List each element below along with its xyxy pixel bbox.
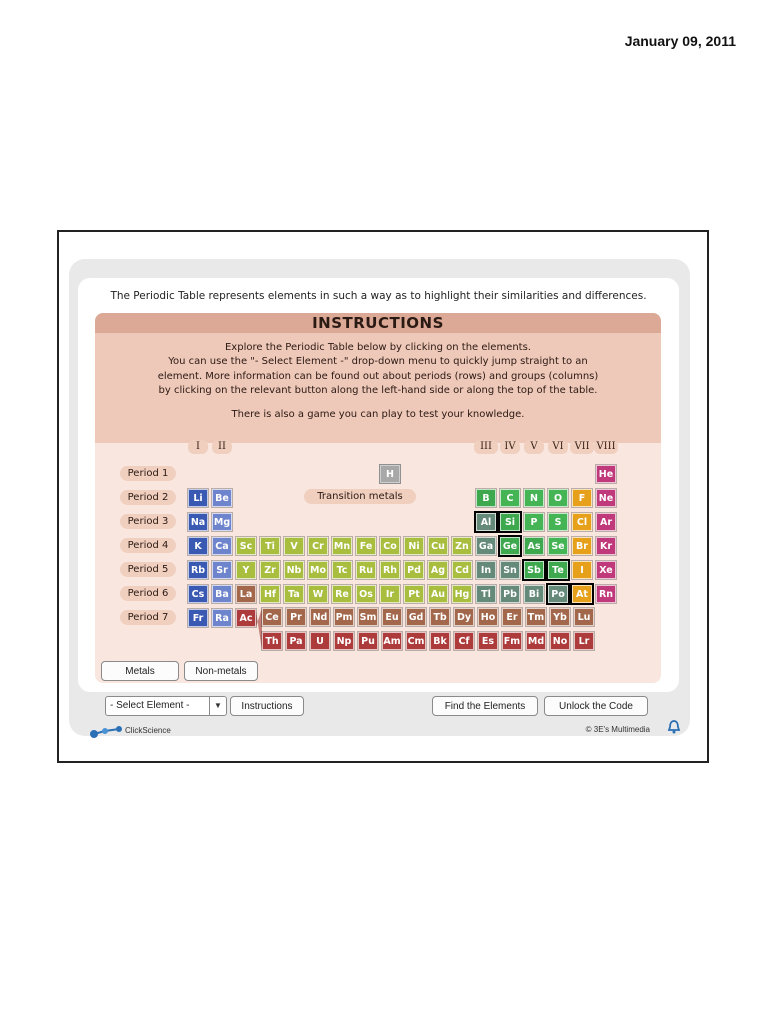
instructions-button[interactable]: Instructions — [230, 696, 304, 716]
element-cf[interactable]: Cf — [454, 632, 474, 650]
element-er[interactable]: Er — [502, 608, 522, 626]
element-se[interactable]: Se — [548, 537, 568, 555]
period-button-4[interactable]: Period 4 — [120, 538, 176, 553]
element-bi[interactable]: Bi — [524, 585, 544, 603]
element-n[interactable]: N — [524, 489, 544, 507]
element-be[interactable]: Be — [212, 489, 232, 507]
element-ru[interactable]: Ru — [356, 561, 376, 579]
element-b[interactable]: B — [476, 489, 496, 507]
element-ho[interactable]: Ho — [478, 608, 498, 626]
element-ti[interactable]: Ti — [260, 537, 280, 555]
element-md[interactable]: Md — [526, 632, 546, 650]
element-cu[interactable]: Cu — [428, 537, 448, 555]
element-am[interactable]: Am — [382, 632, 402, 650]
element-ne[interactable]: Ne — [596, 489, 616, 507]
element-rb[interactable]: Rb — [188, 561, 208, 579]
element-es[interactable]: Es — [478, 632, 498, 650]
element-al[interactable]: Al — [476, 513, 496, 531]
group-button-iii[interactable]: III — [474, 440, 498, 454]
element-ge[interactable]: Ge — [500, 537, 520, 555]
app-frame — [57, 230, 709, 763]
element-cs[interactable]: Cs — [188, 585, 208, 603]
element-at[interactable]: At — [572, 585, 592, 603]
element-te[interactable]: Te — [548, 561, 568, 579]
element-la[interactable]: La — [236, 585, 256, 603]
element-sr[interactable]: Sr — [212, 561, 232, 579]
element-po[interactable]: Po — [548, 585, 568, 603]
element-bk[interactable]: Bk — [430, 632, 450, 650]
element-f[interactable]: F — [572, 489, 592, 507]
element-cm[interactable]: Cm — [406, 632, 426, 650]
instructions-title: INSTRUCTIONS — [95, 313, 661, 333]
element-he[interactable]: He — [596, 465, 616, 483]
element-ra[interactable]: Ra — [212, 609, 232, 627]
element-xe[interactable]: Xe — [596, 561, 616, 579]
copyright: © 3E's Multimedia — [585, 725, 650, 734]
group-button-i[interactable]: I — [188, 440, 208, 454]
app-panel — [69, 259, 690, 736]
element-rh[interactable]: Rh — [380, 561, 400, 579]
find-elements-button[interactable]: Find the Elements — [432, 696, 538, 716]
group-button-ii[interactable]: II — [212, 440, 232, 454]
element-li[interactable]: Li — [188, 489, 208, 507]
element-sn[interactable]: Sn — [500, 561, 520, 579]
element-lu[interactable]: Lu — [574, 608, 594, 626]
element-in[interactable]: In — [476, 561, 496, 579]
intro-text: The Periodic Table represents elements in such a way as to highlight their similarities and differences. — [110, 290, 647, 302]
content-area — [78, 278, 679, 692]
instructions-line: Explore the Periodic Table below by clicking on the elements. — [224, 342, 531, 353]
element-ag[interactable]: Ag — [428, 561, 448, 579]
group-button-vi[interactable]: VI — [548, 440, 568, 454]
select-element-dropdown[interactable] — [105, 696, 227, 716]
select-element-value: - Select Element - — [110, 700, 190, 711]
group-button-viii[interactable]: VIII — [594, 440, 618, 454]
element-yb[interactable]: Yb — [550, 608, 570, 626]
element-w[interactable]: W — [308, 585, 328, 603]
element-u[interactable]: U — [310, 632, 330, 650]
element-fm[interactable]: Fm — [502, 632, 522, 650]
element-dy[interactable]: Dy — [454, 608, 474, 626]
element-lr[interactable]: Lr — [574, 632, 594, 650]
element-fr[interactable]: Fr — [188, 609, 208, 627]
element-c[interactable]: C — [500, 489, 520, 507]
period-button-2[interactable]: Period 2 — [120, 490, 176, 505]
element-h[interactable]: H — [380, 465, 400, 483]
element-rn[interactable]: Rn — [596, 585, 616, 603]
element-os[interactable]: Os — [356, 585, 376, 603]
element-nb[interactable]: Nb — [284, 561, 304, 579]
element-au[interactable]: Au — [428, 585, 448, 603]
chevron-down-icon[interactable]: ▼ — [209, 697, 226, 715]
instructions-line: by clicking on the relevant button along the left-hand side or along the top of the table. — [158, 384, 598, 396]
group-button-iv[interactable]: IV — [500, 440, 520, 454]
element-ca[interactable]: Ca — [212, 537, 232, 555]
element-tb[interactable]: Tb — [430, 608, 450, 626]
period-button-7[interactable]: Period 7 — [120, 610, 176, 625]
element-ce[interactable]: Ce — [262, 608, 282, 626]
element-eu[interactable]: Eu — [382, 608, 402, 626]
instructions-line: element. More information can be found out about periods (rows) and groups (columns) — [157, 370, 599, 382]
element-zr[interactable]: Zr — [260, 561, 280, 579]
element-pu[interactable]: Pu — [358, 632, 378, 650]
element-cd[interactable]: Cd — [452, 561, 472, 579]
element-ba[interactable]: Ba — [212, 585, 232, 603]
element-np[interactable]: Np — [334, 632, 354, 650]
element-tm[interactable]: Tm — [526, 608, 546, 626]
element-th[interactable]: Th — [262, 632, 282, 650]
element-br[interactable]: Br — [572, 537, 592, 555]
element-ni[interactable]: Ni — [404, 537, 424, 555]
element-i[interactable]: I — [572, 561, 592, 579]
element-ir[interactable]: Ir — [380, 585, 400, 603]
non-metals-button[interactable]: Non-metals — [184, 661, 258, 681]
element-no[interactable]: No — [550, 632, 570, 650]
element-s[interactable]: S — [548, 513, 568, 531]
transition-metals-label[interactable]: Transition metals — [304, 489, 416, 504]
instructions-line: You can use the "- Select Element -" drop-down menu to quickly jump straight to an — [168, 356, 588, 368]
element-co[interactable]: Co — [380, 537, 400, 555]
element-pr[interactable]: Pr — [286, 608, 306, 626]
period-button-6[interactable]: Period 6 — [120, 586, 176, 601]
element-tl[interactable]: Tl — [476, 585, 496, 603]
element-na[interactable]: Na — [188, 513, 208, 531]
element-k[interactable]: K — [188, 537, 208, 555]
element-gd[interactable]: Gd — [406, 608, 426, 626]
instructions-box — [95, 313, 661, 683]
element-hg[interactable]: Hg — [452, 585, 472, 603]
element-mg[interactable]: Mg — [212, 513, 232, 531]
element-ar[interactable]: Ar — [596, 513, 616, 531]
instructions-game-line: There is also a game you can play to test your knowledge. — [231, 409, 525, 421]
period-button-5[interactable]: Period 5 — [120, 562, 176, 577]
element-pm[interactable]: Pm — [334, 608, 354, 626]
element-ac[interactable]: Ac — [236, 609, 256, 627]
element-re[interactable]: Re — [332, 585, 352, 603]
element-hf[interactable]: Hf — [260, 585, 280, 603]
element-pb[interactable]: Pb — [500, 585, 520, 603]
element-tc[interactable]: Tc — [332, 561, 352, 579]
instructions-body — [95, 333, 661, 443]
element-o[interactable]: O — [548, 489, 568, 507]
element-sb[interactable]: Sb — [524, 561, 544, 579]
brand-name: ClickScience — [125, 726, 171, 735]
element-sm[interactable]: Sm — [358, 608, 378, 626]
date-header: January 09, 2011 — [624, 33, 736, 49]
element-sc[interactable]: Sc — [236, 537, 256, 555]
element-as[interactable]: As — [524, 537, 544, 555]
element-y[interactable]: Y — [236, 561, 256, 579]
element-cl[interactable]: Cl — [572, 513, 592, 531]
metals-button[interactable]: Metals — [101, 661, 179, 681]
element-si[interactable]: Si — [500, 513, 520, 531]
element-nd[interactable]: Nd — [310, 608, 330, 626]
element-pt[interactable]: Pt — [404, 585, 424, 603]
period-button-1[interactable]: Period 1 — [120, 466, 176, 481]
element-mn[interactable]: Mn — [332, 537, 352, 555]
unlock-code-button[interactable]: Unlock the Code — [544, 696, 648, 716]
element-pd[interactable]: Pd — [404, 561, 424, 579]
element-kr[interactable]: Kr — [596, 537, 616, 555]
element-p[interactable]: P — [524, 513, 544, 531]
element-ga[interactable]: Ga — [476, 537, 496, 555]
element-pa[interactable]: Pa — [286, 632, 306, 650]
element-zn[interactable]: Zn — [452, 537, 472, 555]
group-button-vii[interactable]: VII — [570, 440, 594, 454]
period-button-3[interactable]: Period 3 — [120, 514, 176, 529]
group-button-v[interactable]: V — [524, 440, 544, 454]
element-cr[interactable]: Cr — [308, 537, 328, 555]
molecule-logo-icon — [89, 725, 123, 739]
element-v[interactable]: V — [284, 537, 304, 555]
element-fe[interactable]: Fe — [356, 537, 376, 555]
element-ta[interactable]: Ta — [284, 585, 304, 603]
element-mo[interactable]: Mo — [308, 561, 328, 579]
bell-icon[interactable] — [666, 719, 682, 735]
